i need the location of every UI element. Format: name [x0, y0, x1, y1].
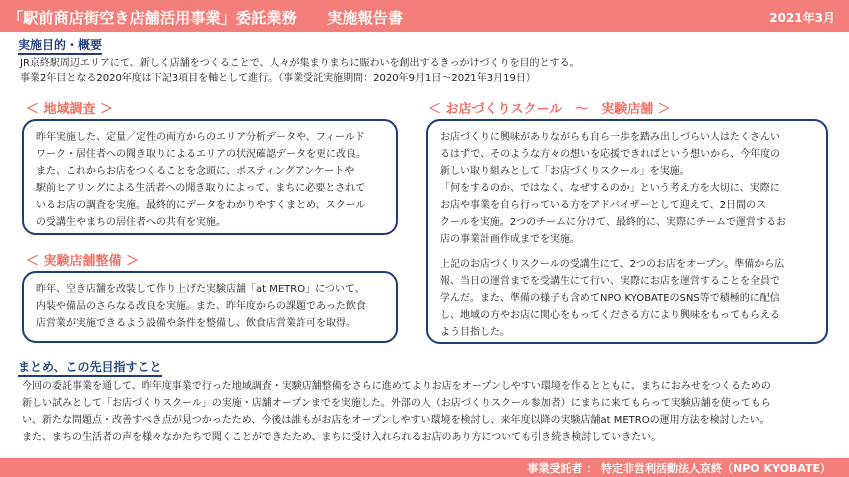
- report-date: 2021年3月: [769, 11, 835, 25]
- store-line: 店営業が実施できるよう設備や条件を整備し、飲食店営業許可を取得。: [36, 318, 356, 329]
- school-line: 新しい取り組みとして「お店づくりスクール」を実施。: [440, 166, 690, 177]
- school-line: 上記のお店づくりスクールの受講生にて、2つのお店をオープン。準備から広: [440, 259, 785, 270]
- survey-line: の受講生やまちの居住者への共有を実施。: [36, 217, 226, 228]
- summary-text: [22, 378, 771, 446]
- survey-line: 駅前ヒアリングによる生活者への聞き取りによって、まちに必要とされて: [36, 183, 366, 194]
- store-line: 昨年、空き店舗を改装して作り上げた実験店舗「at METRO」について、: [36, 284, 365, 295]
- survey-line: ワーク・居住者への聞き取りによるエリアの状況確認データを更に改良。: [36, 149, 366, 160]
- school-line: 学んだ。また、準備の様子も含めてNPO KYOBATEのSNS等で積極的に配信: [440, 293, 780, 304]
- school-line: クールを実施。2つのチームに分けて、最終的に、実際にチームで運営するお: [440, 217, 786, 228]
- school-line: るはずで、そのような方々の想いを応援できればという想いから、今年度の: [440, 149, 781, 160]
- school-box: [426, 119, 828, 344]
- purpose-heading: 実施目的・概要: [18, 38, 102, 55]
- school-line: 「何をするのか、ではなく、なぜするのか」という考え方を大切に、実際に: [440, 183, 780, 194]
- store-line: 内装や備品のさらなる改良を実施。また、昨年度からの課題であった飲食: [36, 301, 366, 312]
- summary-line: い、新たな問題点・改善すべき点が見つかったため、今後は誰もがお店をオープンしやすい環境を検討し、来年度以降の実験店舗at METROの運用方法を検討したい。: [22, 415, 770, 426]
- school-line: 店の事業計画作成までを実施。: [440, 234, 580, 245]
- survey-box: [22, 119, 398, 235]
- school-line: し、地域の方やお店に関心をもってくださる方により興味をもってもらえる: [440, 310, 780, 321]
- survey-title: ＜ 地域調査 ＞: [26, 102, 114, 117]
- store-title: ＜ 実験店舗整備 ＞: [26, 254, 140, 269]
- survey-line: いるお店の調査を実施。最終的にデータをわかりやすくまとめ、スクール: [36, 200, 366, 211]
- school-line: お店や事業を自ら行っている方をアドバイザーとして迎えて、2日間のス: [440, 200, 766, 211]
- footer-bar: [0, 458, 849, 477]
- school-line: お店づくりに興味がありながらも自ら一歩を踏み出しづらい人はたくさんい: [440, 132, 780, 143]
- contractor-org: 事業受託者 ： 特定非営利活動法人京終（NPO KYOBATE）: [527, 462, 831, 475]
- report-title: 「駅前商店街空き店舗活用事業」委託業務 実施報告書: [8, 9, 404, 27]
- summary-line: また、まちの生活者の声を様々なかたちで聞くことができたため、まちに受け入れられるお店のあり方についても引き続き検討していきたい。: [22, 432, 662, 443]
- summary-line: 今回の委託事業を通して、昨年度事業で行った地域調査・実験店舗整備をさらに進めてよりお店をオープンしやすい環境を作るとともに、まちにおみせをつくるための: [22, 381, 771, 392]
- summary-line: 新しい試みとして「お店づくりスクール」の実施・店舗オープンまでを実施した。外部の人（お店づくりスクール参加者）にまちに来てもらって実験店舗を使ってもら: [22, 398, 771, 409]
- survey-line: また、これからお店をつくることを念頭に、ポスティングアンケートや: [36, 166, 355, 177]
- purpose-line-1: JR京終駅周辺エリアにて、新しく店舗をつくることで、人々が集まりまちに賑わいを創出するきっかけづくりを目的とする。: [20, 58, 580, 69]
- purpose-line-2: 事業2年目となる2020年度は下記3項目を軸として進行。（事業受託実施期間：2020年9月1日〜2021年3月19日）: [20, 73, 536, 84]
- header-bar: [0, 0, 849, 32]
- summary-heading: まとめ、この先目指すこと: [18, 360, 162, 377]
- school-line: 報、当日の運営までを受講生にて行い、実際にお店を運営することを全員で: [440, 276, 780, 287]
- purpose-text: [20, 56, 580, 86]
- survey-line: 昨年実施した、定量／定性の両方からのエリア分析データや、フィールド: [36, 132, 365, 143]
- school-line: よう目指した。: [440, 327, 510, 338]
- store-box: [22, 271, 398, 343]
- school-title: ＜ お店づくりスクール 〜 実験店舗 ＞: [428, 102, 671, 117]
